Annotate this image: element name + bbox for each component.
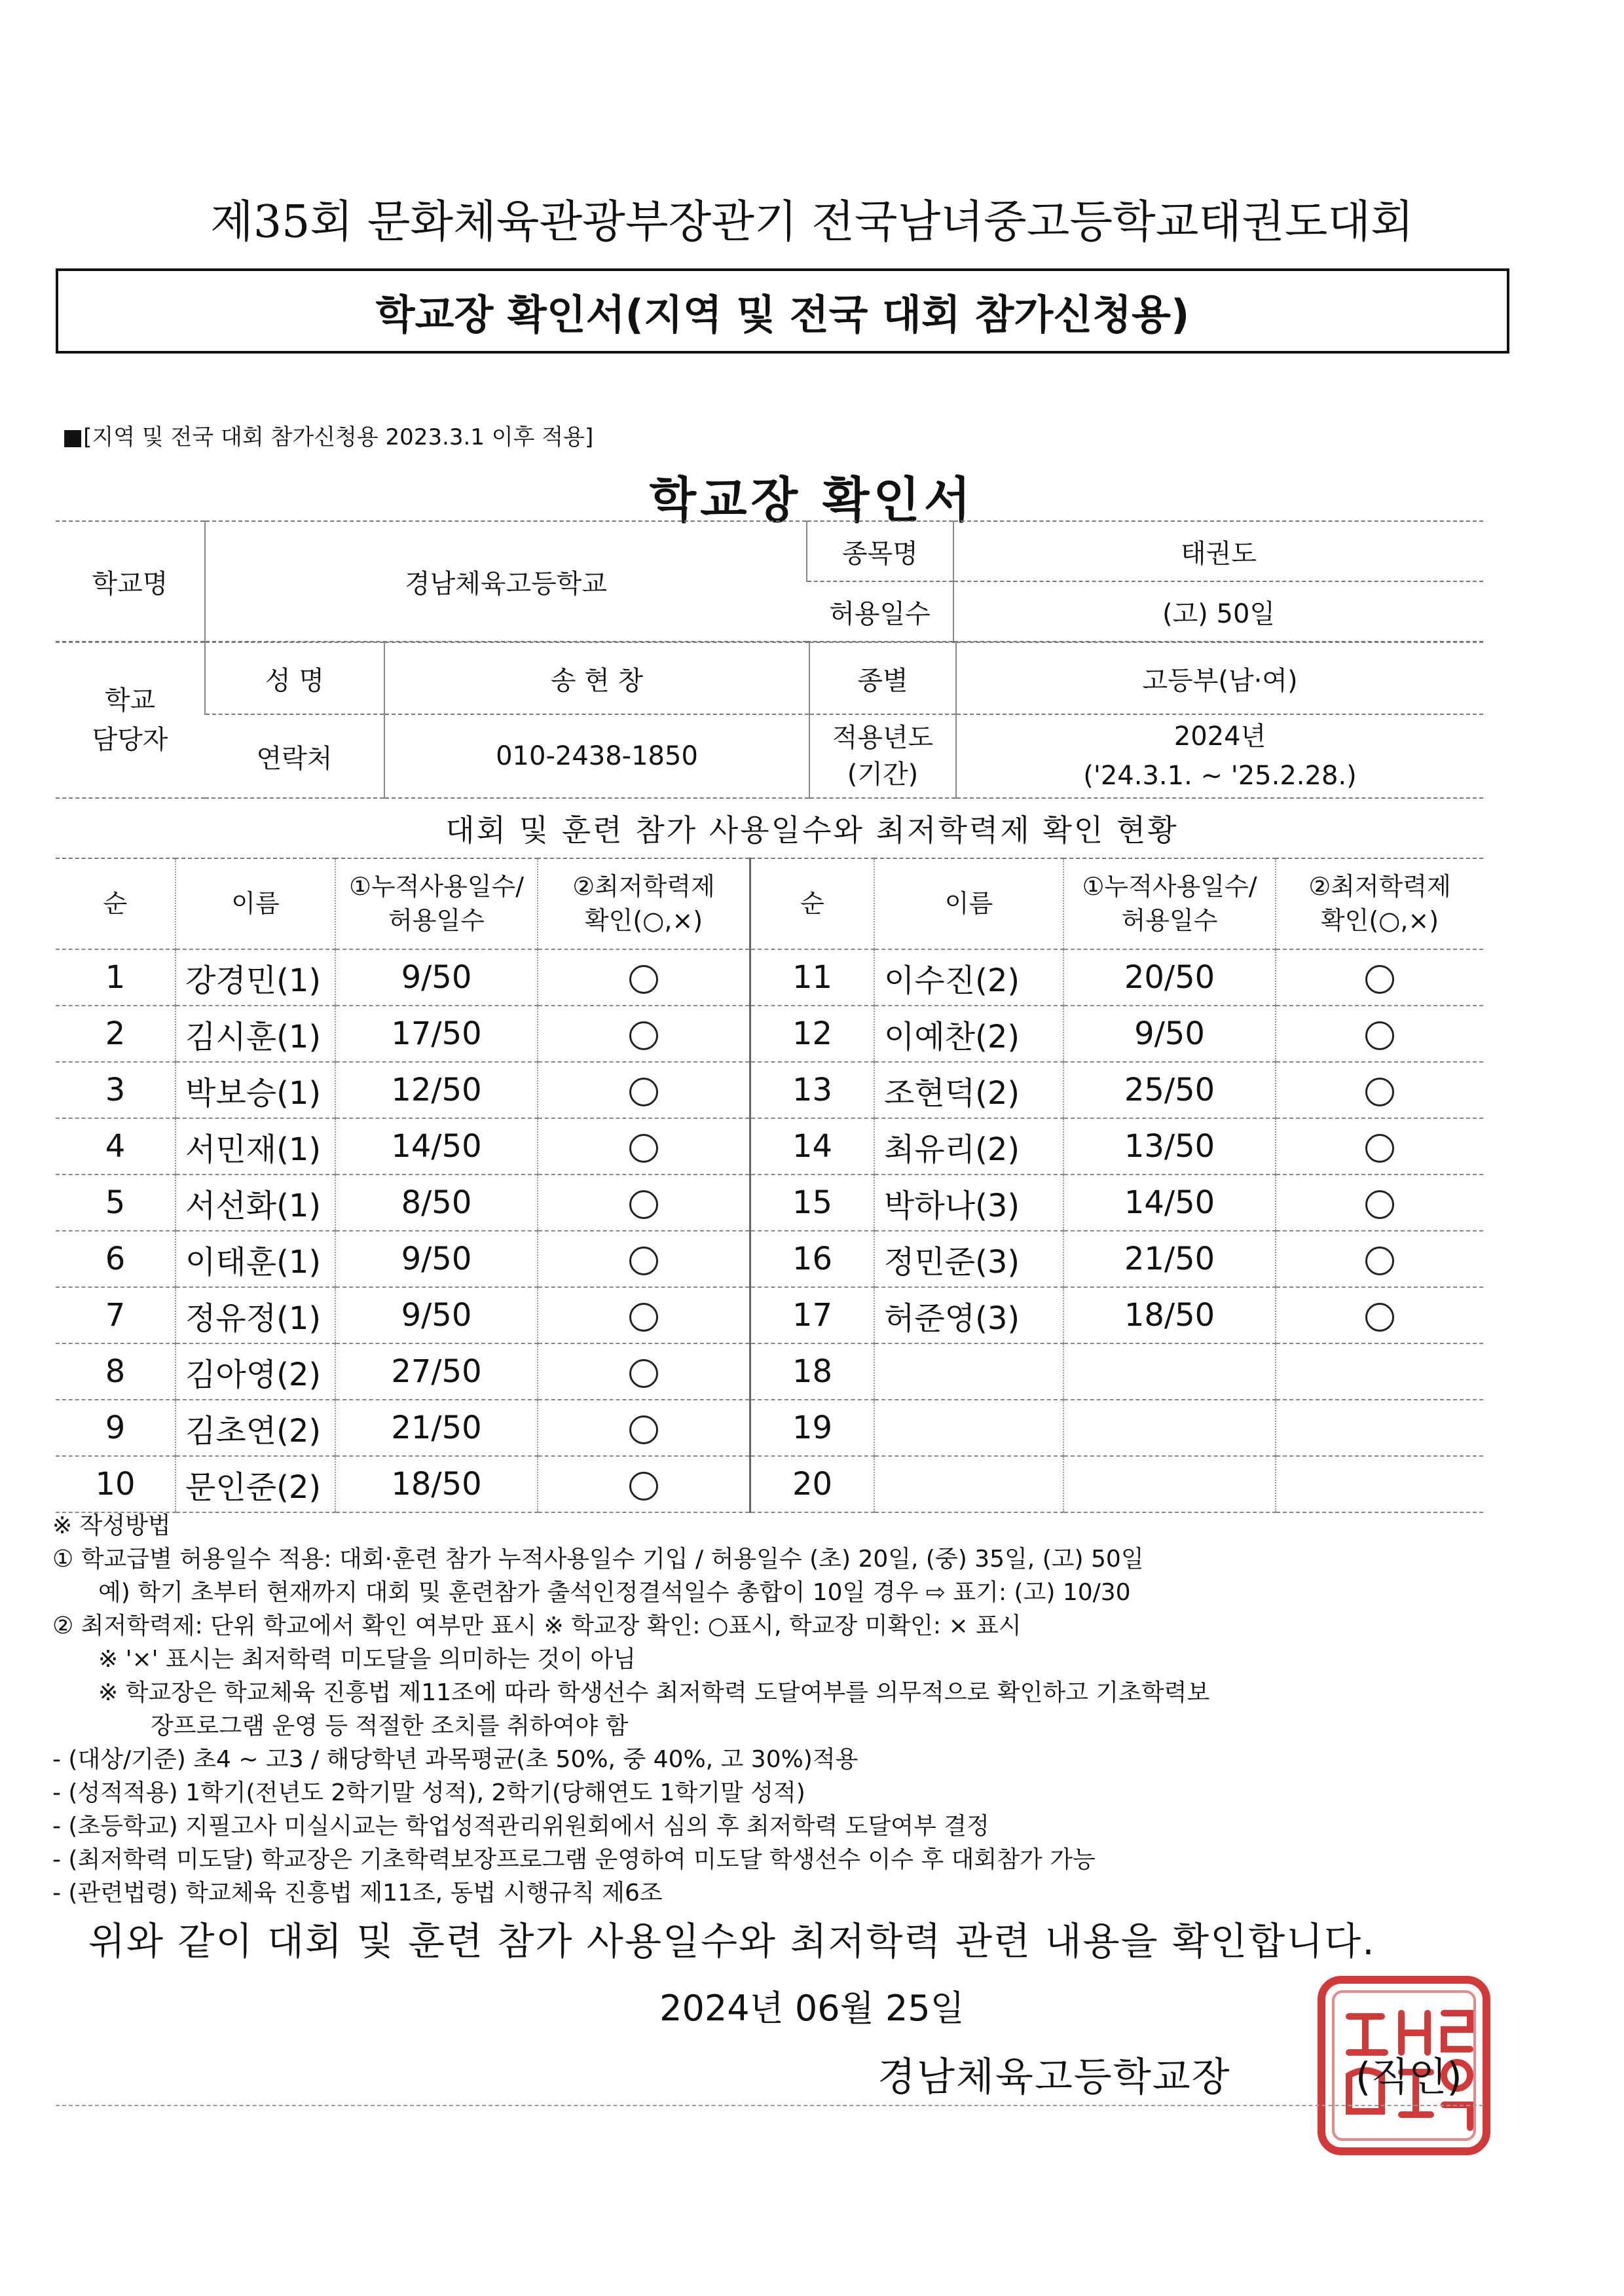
confirmed-circle-mark xyxy=(1365,1190,1394,1219)
confirmed-circle-mark xyxy=(629,1021,658,1050)
table-row xyxy=(56,1175,1483,1231)
used-days: 9/50 xyxy=(335,1287,538,1343)
row-number: 20 xyxy=(750,1456,875,1512)
min-academic-check xyxy=(538,1062,750,1118)
row-number: 17 xyxy=(750,1287,875,1343)
confirmed-circle-mark xyxy=(629,1415,658,1444)
school-info-table xyxy=(56,520,1483,642)
min-academic-check xyxy=(1276,1456,1483,1512)
confirmed-circle-mark xyxy=(1365,1078,1394,1106)
header-name-left: 이름 xyxy=(175,858,335,949)
event-title: 제35회 문화체육관광부장관기 전국남녀중고등학교태권도대회 xyxy=(210,196,1414,248)
row-number: 18 xyxy=(750,1343,875,1400)
note-line: ① 학교급별 허용일수 적용: 대회·훈련 참가 누적사용일수 기입 / 허용일수 (초) 20일, (중) 35일, (고) 50일 xyxy=(52,1546,1144,1573)
confirmed-circle-mark xyxy=(629,1303,658,1332)
min-academic-check xyxy=(1276,1175,1483,1231)
note-line: ※ 학교장은 학교체육 진흥법 제11조에 따라 학생선수 최저학력 도달여부를 의무적으로 확인하고 기초학력보 xyxy=(98,1679,1210,1706)
row-number: 15 xyxy=(750,1175,875,1231)
min-academic-check xyxy=(1276,1400,1483,1456)
header-days-right xyxy=(1063,858,1276,949)
row-number: 3 xyxy=(56,1062,175,1118)
used-days: 21/50 xyxy=(335,1400,538,1456)
contact-value: 010-2438-1850 xyxy=(384,714,809,798)
row-number: 19 xyxy=(750,1400,875,1456)
min-academic-check xyxy=(538,1287,750,1343)
used-days: 14/50 xyxy=(1063,1175,1276,1231)
table-row xyxy=(56,1062,1483,1118)
min-academic-check xyxy=(1276,1118,1483,1175)
athlete-name: 이수진(2) xyxy=(874,949,1063,1006)
used-days: 27/50 xyxy=(335,1343,538,1400)
athlete-name: 정유정(1) xyxy=(175,1287,335,1343)
used-days xyxy=(1063,1456,1276,1512)
used-days: 12/50 xyxy=(335,1062,538,1118)
year-label-line1: 적용년도 xyxy=(832,723,934,753)
principal-title: 경남체육고등학교장 xyxy=(877,2054,1231,2100)
form-title: 학교장 확인서 xyxy=(649,472,975,528)
used-days: 8/50 xyxy=(335,1175,538,1231)
manager-label-line1: 학교 xyxy=(104,685,156,716)
used-days: 18/50 xyxy=(1063,1287,1276,1343)
used-days xyxy=(1063,1400,1276,1456)
table-row xyxy=(56,1118,1483,1175)
period-text: ('24.3.1. ~ '25.2.28.) xyxy=(1083,761,1357,791)
row-number: 1 xyxy=(56,949,175,1006)
athlete-name: 김초연(2) xyxy=(175,1400,335,1456)
athlete-name: 최유리(2) xyxy=(874,1118,1063,1175)
header-days-line1: ①누적사용일수/ xyxy=(348,872,525,902)
notes-heading: ※ 작성방법 xyxy=(52,1512,171,1539)
min-academic-check xyxy=(538,1343,750,1400)
athlete-name: 허준영(3) xyxy=(874,1287,1063,1343)
table-row xyxy=(56,1287,1483,1343)
note-line: - (최저학력 미도달) 학교장은 기초학력보장프로그램 운영하여 미도달 학생선수 이수 후 대회참가 가능 xyxy=(52,1846,1096,1873)
year-label xyxy=(809,714,956,798)
allowed-days-value: (고) 50일 xyxy=(953,581,1483,642)
event-value: 태권도 xyxy=(953,521,1483,581)
used-days: 14/50 xyxy=(335,1118,538,1175)
confirmed-circle-mark xyxy=(629,1078,658,1106)
writing-instructions xyxy=(52,1509,1519,1910)
athlete-name: 박하나(3) xyxy=(874,1175,1063,1231)
confirmed-circle-mark xyxy=(1365,965,1394,994)
name-label: 성 명 xyxy=(205,642,384,714)
header-days-left xyxy=(335,858,538,949)
year-value xyxy=(956,714,1483,798)
athlete-name: 서민재(1) xyxy=(175,1118,335,1175)
header-check-right xyxy=(1276,858,1483,949)
row-number: 6 xyxy=(56,1231,175,1287)
row-number: 4 xyxy=(56,1118,175,1175)
table-row xyxy=(56,1231,1483,1287)
row-number: 16 xyxy=(750,1231,875,1287)
header-check-line1: ②최저학력제 xyxy=(572,872,715,902)
row-number: 13 xyxy=(750,1062,875,1118)
manager-name: 송 현 창 xyxy=(384,642,809,714)
min-academic-check xyxy=(1276,1343,1483,1400)
row-number: 2 xyxy=(56,1006,175,1062)
manager-info-table xyxy=(56,642,1483,799)
manager-label-line2: 담당자 xyxy=(92,725,168,755)
row-number: 5 xyxy=(56,1175,175,1231)
header-no-left: 순 xyxy=(56,858,175,949)
min-academic-check xyxy=(1276,1062,1483,1118)
note-line: - (초등학교) 지필고사 미실시교는 학업성적관리위원회에서 심의 후 최저학력 도달여부 결정 xyxy=(52,1813,989,1840)
header-no-right: 순 xyxy=(750,858,875,949)
row-number: 12 xyxy=(750,1006,875,1062)
row-number: 9 xyxy=(56,1400,175,1456)
bottom-divider xyxy=(56,2105,1483,2106)
used-days: 17/50 xyxy=(335,1006,538,1062)
min-academic-check xyxy=(538,1231,750,1287)
min-academic-check xyxy=(1276,1006,1483,1062)
athlete-name: 정민준(3) xyxy=(874,1231,1063,1287)
confirmed-circle-mark xyxy=(1365,1247,1394,1275)
header-check-line1: ②최저학력제 xyxy=(1308,872,1451,902)
used-days: 21/50 xyxy=(1063,1231,1276,1287)
used-days: 13/50 xyxy=(1063,1118,1276,1175)
table-row xyxy=(56,1343,1483,1400)
min-academic-check xyxy=(538,1175,750,1231)
year-label-line2: (기간) xyxy=(847,759,919,790)
confirmed-circle-mark xyxy=(1365,1303,1394,1332)
used-days: 9/50 xyxy=(335,949,538,1006)
used-days: 25/50 xyxy=(1063,1062,1276,1118)
header-check-line2: 확인(○,×) xyxy=(584,905,703,935)
athlete-name xyxy=(874,1400,1063,1456)
school-name-label: 학교명 xyxy=(56,521,205,642)
confirmed-circle-mark xyxy=(629,1359,658,1388)
row-number: 8 xyxy=(56,1343,175,1400)
header-check-line2: 확인(○,×) xyxy=(1320,905,1439,935)
min-academic-check xyxy=(538,1118,750,1175)
manager-label xyxy=(56,642,205,798)
used-days xyxy=(1063,1343,1276,1400)
min-academic-check xyxy=(538,949,750,1006)
min-academic-check xyxy=(538,1456,750,1512)
table-row xyxy=(56,1006,1483,1062)
header-days-line2: 허용일수 xyxy=(1121,905,1218,935)
athlete-name: 김시훈(1) xyxy=(175,1006,335,1062)
header-days-line1: ①누적사용일수/ xyxy=(1082,872,1257,902)
athlete-name: 문인준(2) xyxy=(175,1456,335,1512)
athlete-name: 박보승(1) xyxy=(175,1062,335,1118)
athlete-name: 이예찬(2) xyxy=(874,1006,1063,1062)
min-academic-check xyxy=(1276,949,1483,1006)
confirmed-circle-mark xyxy=(629,1472,658,1501)
year-text: 2024년 xyxy=(1173,721,1266,752)
athlete-roster-table xyxy=(56,858,1483,1513)
division-value: 고등부(남·여) xyxy=(956,642,1483,714)
school-name-value: 경남체육고등학교 xyxy=(205,521,807,642)
used-days: 18/50 xyxy=(335,1456,538,1512)
confirmed-circle-mark xyxy=(629,1247,658,1275)
row-number: 7 xyxy=(56,1287,175,1343)
contact-label: 연락처 xyxy=(205,714,384,798)
confirmation-statement: 위와 같이 대회 및 훈련 참가 사용일수와 최저학력 관련 내용을 확인합니다. xyxy=(88,1919,1376,1963)
min-academic-check xyxy=(538,1400,750,1456)
issue-date: 2024년 06월 25일 xyxy=(659,1988,965,2029)
confirmed-circle-mark xyxy=(1365,1021,1394,1050)
used-days: 9/50 xyxy=(1063,1006,1276,1062)
confirmed-circle-mark xyxy=(629,965,658,994)
confirmed-circle-mark xyxy=(1365,1134,1394,1163)
note-line: ② 최저학력제: 단위 학교에서 확인 여부만 표시 ※ 학교장 확인: ○표시, 학교장 미확인: × 표시 xyxy=(52,1613,1022,1639)
section-heading: 대회 및 훈련 참가 사용일수와 최저학력제 확인 현황 xyxy=(445,812,1179,848)
row-number: 10 xyxy=(56,1456,175,1512)
division-label: 종별 xyxy=(809,642,956,714)
row-number: 14 xyxy=(750,1118,875,1175)
used-days: 20/50 xyxy=(1063,949,1276,1006)
athlete-name: 서선화(1) xyxy=(175,1175,335,1231)
event-label: 종목명 xyxy=(807,521,953,581)
confirmed-circle-mark xyxy=(629,1190,658,1219)
athlete-name: 강경민(1) xyxy=(175,949,335,1006)
document-title-box: 학교장 확인서(지역 및 전국 대회 참가신청용) xyxy=(56,268,1509,354)
min-academic-check xyxy=(1276,1231,1483,1287)
allowed-days-label: 허용일수 xyxy=(807,581,953,642)
header-check-left xyxy=(538,858,750,949)
note-line: - (성적적용) 1학기(전년도 2학기말 성적), 2학기(당해연도 1학기말 성적) xyxy=(52,1779,805,1806)
note-line: ※ '×' 표시는 최저학력 미도달을 의미하는 것이 아님 xyxy=(98,1646,636,1673)
table-row xyxy=(56,1400,1483,1456)
seal-label: (직인) xyxy=(1356,2054,1462,2100)
row-number: 11 xyxy=(750,949,875,1006)
applies-note: ■[지역 및 전국 대회 참가신청용 2023.3.1 이후 적용] xyxy=(62,424,594,450)
table-row xyxy=(56,949,1483,1006)
note-line: - (관련법령) 학교체육 진흥법 제11조, 동법 시행규칙 제6조 xyxy=(52,1880,663,1906)
table-row xyxy=(56,1456,1483,1512)
athlete-name: 김아영(2) xyxy=(175,1343,335,1400)
header-name-right: 이름 xyxy=(874,858,1063,949)
athlete-name: 조현덕(2) xyxy=(874,1062,1063,1118)
note-line: 예) 학기 초부터 현재까지 대회 및 훈련참가 출석인정결석일수 총합이 10일 경우 ⇨ 표기: (고) 10/30 xyxy=(98,1579,1131,1606)
athlete-name xyxy=(874,1343,1063,1400)
note-line: 장프로그램 운영 등 적절한 조치를 취하여야 함 xyxy=(151,1713,629,1740)
note-line: - (대상/기준) 초4 ~ 고3 / 해당학년 과목평균(초 50%, 중 40%, 고 30%)적용 xyxy=(52,1746,858,1773)
athlete-name: 이태훈(1) xyxy=(175,1231,335,1287)
min-academic-check xyxy=(538,1006,750,1062)
min-academic-check xyxy=(1276,1287,1483,1343)
used-days: 9/50 xyxy=(335,1231,538,1287)
athlete-name xyxy=(874,1456,1063,1512)
header-days-line2: 허용일수 xyxy=(388,905,485,935)
confirmed-circle-mark xyxy=(629,1134,658,1163)
